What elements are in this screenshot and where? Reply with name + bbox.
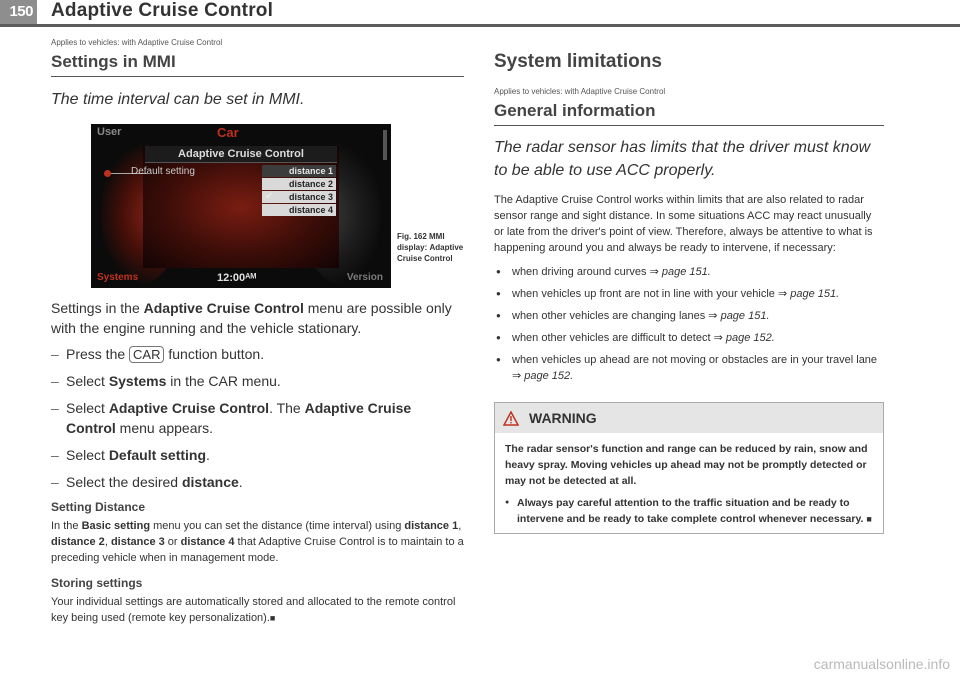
warning-title: WARNING <box>529 410 597 426</box>
setting-distance-text: In the Basic setting menu you can set the distance (time interval) using distance 1, distance 2, distance 3 or distance 4 that Adaptive Cruise Control is to maintain to a preceding vehicle when in management mode. <box>51 520 464 564</box>
storing-text: Your individual settings are automatically stored and allocated to the remote control key being used (remote key personalization).■ <box>51 596 456 624</box>
list-item: ● when other vehicles are difficult to detect ⇒ page 152. <box>494 330 884 346</box>
section-heading-limitations: System limitations <box>494 51 662 72</box>
page-ref: ⇒ page 151. <box>708 310 770 322</box>
distance-option-label: distance 3 <box>288 192 333 202</box>
intro-text: The radar sensor has limits that the driver must know to be able to use ACC properly. <box>494 139 871 179</box>
distance-list <box>262 165 336 217</box>
list-item: ● when other vehicles are changing lanes ⇒ page 151. <box>494 308 884 324</box>
distance-option-selected <box>262 191 336 203</box>
list-item: ● when vehicles up ahead are not moving or obstacles are in your travel lane ⇒ page 152. <box>494 352 884 384</box>
caption-label: Fig. 162 MMI display: <box>397 232 445 252</box>
general-paragraph: The Adaptive Cruise Control works within limits that are also related to radar sensor range and sight distance. In some situations ACC may react unusually or late from the driver's point of view. Therefore, always be attentive to what is happening around you and always be ready to intervene, if necessary: <box>494 194 873 254</box>
check-icon: ✔ <box>265 191 274 202</box>
distance-option: distance 4 <box>262 204 336 216</box>
header-rule <box>0 24 960 27</box>
list-item: ● when vehicles up front are not in line with your vehicle ⇒ page 151. <box>494 286 884 302</box>
step: – Select Systems in the CAR menu. <box>51 371 464 391</box>
warning-triangle-icon <box>503 411 519 426</box>
section-heading-general: General information <box>494 101 656 120</box>
section-rule <box>51 76 464 77</box>
step-list <box>51 344 464 492</box>
warning-box <box>494 402 884 534</box>
page-ref: ⇒ page 151. <box>777 288 840 300</box>
subheading-storing: Storing settings <box>51 576 143 590</box>
page-ref: ⇒ page 151. <box>649 266 711 278</box>
distance-option: distance 2 <box>262 178 336 190</box>
running-title: Adaptive Cruise Control <box>51 0 274 21</box>
end-mark: ■ <box>269 613 276 623</box>
car-button: CAR <box>129 346 164 363</box>
mmi-user-label: User <box>97 126 122 138</box>
right-column <box>494 38 884 534</box>
paragraph-settings: Settings in the Adaptive Cruise Control menu are possible only with the engine running and the vehicle stationary. <box>51 300 452 336</box>
section-heading-settings: Settings in MMI <box>51 52 176 71</box>
mmi-bottom-bar <box>91 270 391 288</box>
warning-text: The radar sensor's function and range can be reduced by rain, snow and heavy spray. Moving vehicles up ahead may not be promptly detected or may not be detected at all. <box>505 443 868 487</box>
warning-bullet: ● Always pay careful attention to the traffic situation and be ready to intervene and be ready to take complete control whenever necessary. ■ <box>505 495 873 527</box>
figure-caption <box>397 231 467 264</box>
mmi-systems-label: Systems <box>97 272 139 283</box>
step: – Select the desired distance. <box>51 472 464 492</box>
page-ref: ⇒ page 152. <box>713 332 775 344</box>
mmi-default-setting: Default setting <box>131 166 195 177</box>
watermark: carmanualsonline.info <box>813 656 950 672</box>
mmi-display <box>91 124 391 288</box>
step: – Select Default setting. <box>51 445 464 465</box>
mmi-version-label: Version <box>346 272 383 283</box>
mmi-scrollbar <box>383 130 387 160</box>
mmi-top-bar <box>91 124 391 142</box>
warning-body <box>495 433 883 533</box>
applies-note: Applies to vehicles: with Adaptive Cruise Control <box>51 38 223 47</box>
mmi-menu-title: Adaptive Cruise Control <box>145 146 337 163</box>
limitations-list <box>494 264 884 384</box>
end-mark: ■ <box>866 514 872 524</box>
step: – Press the CAR function button. <box>51 344 464 364</box>
applies-note: Applies to vehicles: with Adaptive Cruise Control <box>494 87 666 96</box>
intro-text: The time interval can be set in MMI. <box>51 91 305 108</box>
distance-option: distance 1 <box>262 165 336 177</box>
left-column <box>51 38 464 626</box>
step: – Select Adaptive Cruise Control. The Adaptive Cruise Control menu appears. <box>51 398 464 438</box>
page-ref: ⇒ page 152. <box>512 370 574 382</box>
default-setting-dot <box>104 170 111 177</box>
subheading-setting-distance: Setting Distance <box>51 500 146 514</box>
page-number: 150 <box>0 0 37 24</box>
mmi-time: 12:00ᴬᴹ <box>217 272 257 284</box>
section-rule <box>494 125 884 126</box>
list-item: ● when driving around curves ⇒ page 151. <box>494 264 884 280</box>
caption-text: Adaptive Cruise Control <box>397 243 464 263</box>
warning-header <box>495 403 883 433</box>
figure <box>51 124 464 290</box>
mmi-car-label: Car <box>217 125 239 140</box>
